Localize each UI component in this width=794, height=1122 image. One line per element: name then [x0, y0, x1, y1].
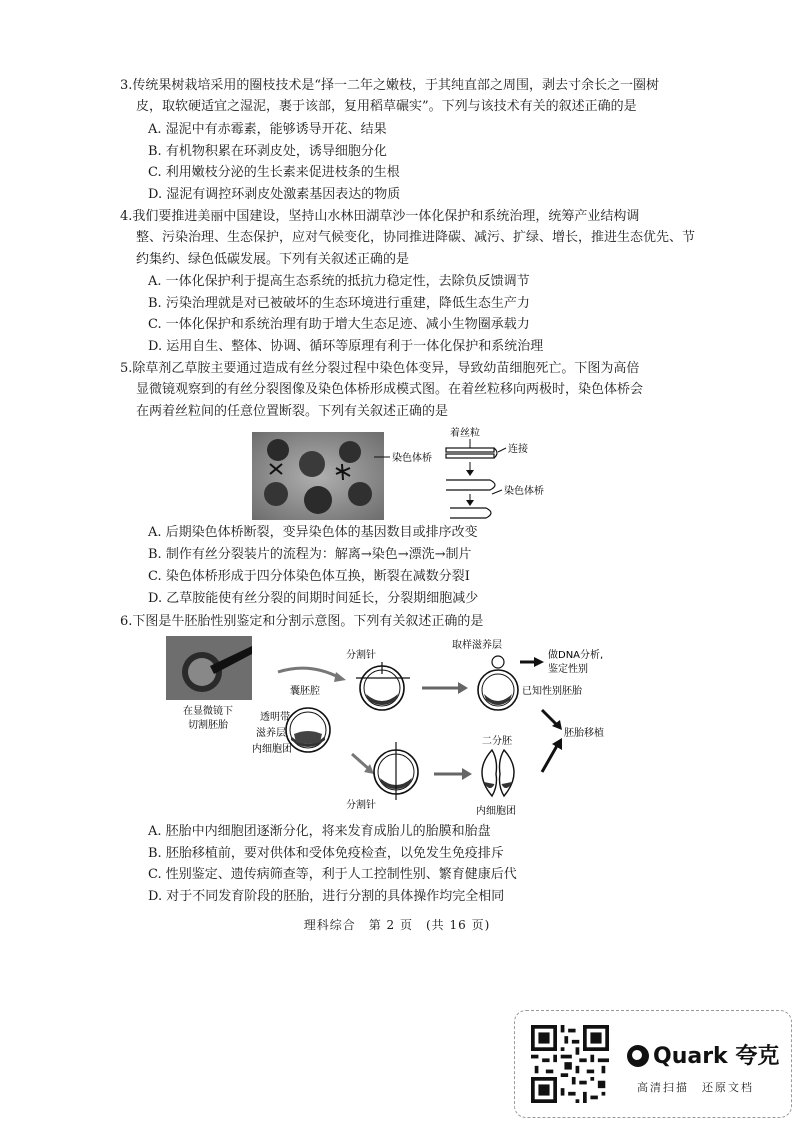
question-3-option-c: C. 利用嫩枝分泌的生长素来促进枝条的生根 [148, 165, 400, 180]
question-4-line-3: 约集约、绿色低碳发展。下列有关叙述正确的是 [136, 252, 410, 267]
question-6-option-c: C. 性别鉴定、遗传病筛查等，利于人工控制性别、繁育健康后代 [148, 867, 517, 882]
label-needle-bottom: 分割针 [346, 800, 376, 811]
label-twin: 二分胚 [482, 736, 512, 747]
question-5-line-1: 5.除草剂乙草胺主要通过造成有丝分裂过程中染色体变异，导致幼苗细胞死亡。下图为高倍 [120, 361, 640, 376]
label-needle-top: 分割针 [346, 650, 376, 661]
question-4-line-2: 整、污染治理、生态保护，应对气候变化，协同推进降碳、减污、扩绿、增长，推进生态优先、节 [136, 230, 696, 245]
label-zona: 透明带 [260, 712, 290, 723]
question-5-option-b: B. 制作有丝分裂装片的流程为：解离→染色→漂洗→制片 [148, 547, 472, 562]
quark-logo-icon [627, 1045, 649, 1067]
question-3-line-2: 皮，取软硬适宜之湿泥，裹于该部，复用稻草碾实”。下列与该技术有关的叙述正确的是 [136, 99, 637, 114]
label-known-sex: 已知性别胚胎 [522, 686, 582, 697]
question-4-option-b: B. 污染治理就是对已被破坏的生态环境进行重建，降低生态生产力 [148, 296, 530, 311]
question-5-option-d: D. 乙草胺能使有丝分裂的间期时间延长，分裂期细胞减少 [148, 591, 479, 606]
label-centromere: 着丝粒 [450, 428, 480, 439]
question-3-line-1: 3.传统果树栽培采用的圈枝技术是“择一二年之嫩枝，于其纯直部之周围，剥去寸余长之一圈树 [120, 78, 660, 93]
question-5-option-c: C. 染色体桥形成于四分体染色体互换，断裂在减数分裂Ⅰ [148, 569, 470, 584]
question-4-option-d: D. 运用自生、整体、协调、循环等原理有利于一体化保护和系统治理 [148, 339, 544, 354]
question-3-option-b: B. 有机物积累在环剥皮处，诱导细胞分化 [148, 144, 387, 159]
question-5-line-3: 在两着丝粒间的任意位置断裂。下列有关叙述正确的是 [136, 404, 449, 419]
question-5-option-a: A. 后期染色体桥断裂，变异染色体的基因数目或排序改变 [148, 525, 478, 540]
quark-watermark[interactable] [514, 1010, 792, 1118]
qr-code-icon [531, 1025, 609, 1103]
question-6-option-a: A. 胚胎中内细胞团逐渐分化，将来发育成胎儿的胎膜和胎盘 [148, 824, 491, 839]
question-4-option-a: A. 一体化保护利于提高生态系统的抵抗力稳定性，去除负反馈调节 [148, 274, 530, 289]
figure-embryo-sexing [160, 632, 630, 818]
label-trophoblast: 滋养层 [256, 728, 286, 739]
label-transfer: 胚胎移植 [564, 728, 604, 739]
label-blastocoel: 囊胚腔 [290, 686, 320, 697]
label-bridge: 染色体桥 [392, 453, 432, 464]
question-6-line-1: 6.下图是牛胚胎性别鉴定和分割示意图。下列有关叙述正确的是 [120, 614, 484, 629]
question-4-option-c: C. 一体化保护和系统治理有助于增大生态足迹、减小生物圈承载力 [148, 317, 530, 332]
page-footer: 理科综合 第 2 页 (共 16 页) [303, 918, 491, 932]
question-4-line-1: 4.我们要推进美丽中国建设，坚持山水林田湖草沙一体化保护和系统治理，统筹产业结构调 [120, 209, 640, 224]
caption-microscope-1: 在显微镜下 [183, 706, 233, 717]
label-dna-2: 鉴定性别 [548, 664, 588, 675]
figure-chromosome-bridge [250, 424, 570, 524]
label-icm: 内细胞团 [252, 744, 292, 755]
quark-logo [627, 1039, 779, 1070]
question-6-option-d: D. 对于不同发育阶段的胚胎，进行分割的具体操作均完全相同 [148, 889, 505, 904]
caption-microscope-2: 切割胚胎 [188, 720, 228, 731]
quark-brand: Quark 夸克 [653, 1044, 780, 1069]
question-6-option-b: B. 胚胎移植前，要对供体和受体免疫检查，以免发生免疫排斥 [148, 846, 504, 861]
label-connect: 连接 [508, 444, 528, 455]
question-5-line-2: 显微镜观察到的有丝分裂图像及染色体桥形成模式图。在着丝粒移向两极时，染色体桥会 [136, 382, 644, 397]
label-bridge-2: 染色体桥 [504, 486, 544, 497]
label-dna-1: 做DNA分析, [548, 650, 604, 661]
question-3-option-d: D. 湿泥有调控环剥皮处激素基因表达的物质 [148, 187, 401, 202]
label-sample-trophoblast: 取样滋养层 [452, 640, 502, 651]
quark-tagline: 高清扫描 还原文档 [637, 1081, 754, 1094]
question-3-option-a: A. 湿泥中有赤霉素，能够诱导开花、结果 [148, 122, 387, 137]
label-icm-bottom: 内细胞团 [476, 806, 516, 817]
